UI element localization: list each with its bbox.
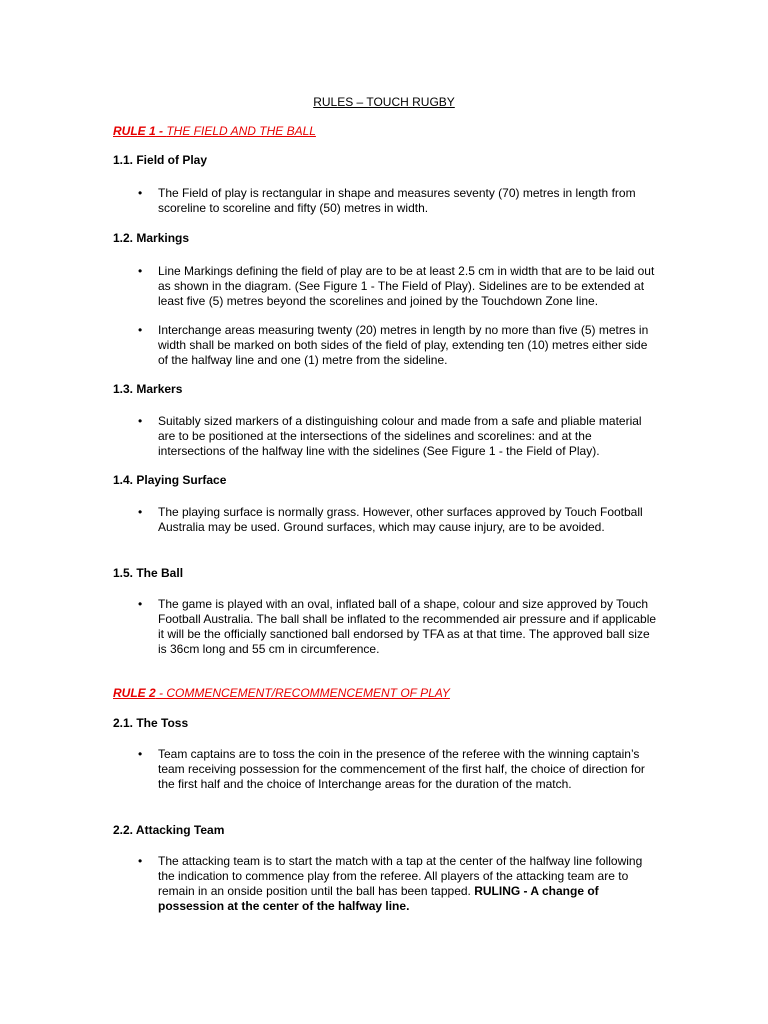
bullet-text: Suitably sized markers of a distinguishing colour and made from a safe and pliable material are to be positioned at the intersections of the sidelines and scorelines: and at the intersections of the halfway line with the sidelines (See Figure 1 - the Field of Play). xyxy=(158,414,642,458)
bullet-marker: • xyxy=(138,597,143,611)
ruling-text: RULING - A change of possession at the center of the halfway line. xyxy=(158,884,599,913)
section-1-2-bullet-2 xyxy=(138,323,658,368)
bullet-marker: • xyxy=(138,323,143,337)
section-1-2-heading: 1.2. Markings xyxy=(113,231,190,245)
section-2-2-heading: 2.2. Attacking Team xyxy=(113,823,225,837)
bullet-text xyxy=(158,854,658,914)
bullet-marker: • xyxy=(138,505,143,519)
rule-2-title: - COMMENCEMENT/RECOMMENCEMENT OF PLAY xyxy=(155,686,450,700)
rule-2-heading xyxy=(113,686,450,700)
section-1-5-heading: 1.5. The Ball xyxy=(113,566,184,580)
rule-1-title: THE FIELD AND THE BALL xyxy=(166,124,316,138)
bullet-text-body: The attacking team is to start the match with a tap at the center of the halfway line following the indication to commence play from the referee. All players of the attacking team are to remain in an onside position until the ball has been tapped. xyxy=(158,854,643,898)
bullet-marker: • xyxy=(138,264,143,278)
bullet-marker: • xyxy=(138,186,143,200)
bullet-text: The Field of play is rectangular in shape and measures seventy (70) metres in length from scoreline to scoreline and fifty (50) metres in width. xyxy=(158,186,636,215)
document-title: RULES – TOUCH RUGBY xyxy=(313,95,455,109)
bullet-marker: • xyxy=(138,747,143,761)
bullet-text: The playing surface is normally grass. However, other surfaces approved by Touch Football Australia may be used. Ground surfaces, which may cause injury, are to be avoided. xyxy=(158,505,643,534)
section-1-5-bullet xyxy=(138,597,658,657)
section-1-4-heading: 1.4. Playing Surface xyxy=(113,473,227,487)
bullet-text: Interchange areas measuring twenty (20) metres in length by no more than five (5) metres in width shall be marked on both sides of the field of play, extending ten (10) metres either side of the halfway line and one (1) metre from the sideline. xyxy=(158,323,649,367)
rule-1-heading xyxy=(113,124,316,138)
bullet-marker: • xyxy=(138,854,143,868)
section-1-4-bullet xyxy=(138,505,658,535)
bullet-text: Line Markings defining the field of play are to be at least 2.5 cm in width that are to be laid out as shown in the diagram. (See Figure 1 - The Field of Play). Sidelines are to be extended at least five (5) metres beyond the scorelines and joined by the Touchdown Zone line. xyxy=(158,264,655,308)
section-1-3-heading: 1.3. Markers xyxy=(113,382,183,396)
section-1-1-bullet xyxy=(138,186,658,216)
bullet-marker: • xyxy=(138,414,143,428)
rule-2-number: RULE 2 xyxy=(113,686,156,700)
bullet-text: The game is played with an oval, inflated ball of a shape, colour and size approved by Touch Football Australia. The ball shall be inflated to the recommended air pressure and if applicable it will be the officially sanctioned ball endorsed by TFA as at that time. The approved ball size is 36cm long and 55 cm in circumference. xyxy=(158,597,657,656)
rule-1-number: RULE 1 - xyxy=(113,124,167,138)
section-2-1-heading: 2.1. The Toss xyxy=(113,716,189,730)
section-1-2-bullet-1 xyxy=(138,264,658,309)
section-1-3-bullet xyxy=(138,414,658,459)
section-2-1-bullet xyxy=(138,747,658,792)
section-2-2-bullet xyxy=(138,854,658,914)
section-1-1-heading: 1.1. Field of Play xyxy=(113,153,208,167)
bullet-text: Team captains are to toss the coin in the presence of the referee with the winning captain’s team receiving possession for the commencement of the first half, the choice of direction for the first half and the choice of Interchange areas for the duration of the match. xyxy=(158,747,645,791)
